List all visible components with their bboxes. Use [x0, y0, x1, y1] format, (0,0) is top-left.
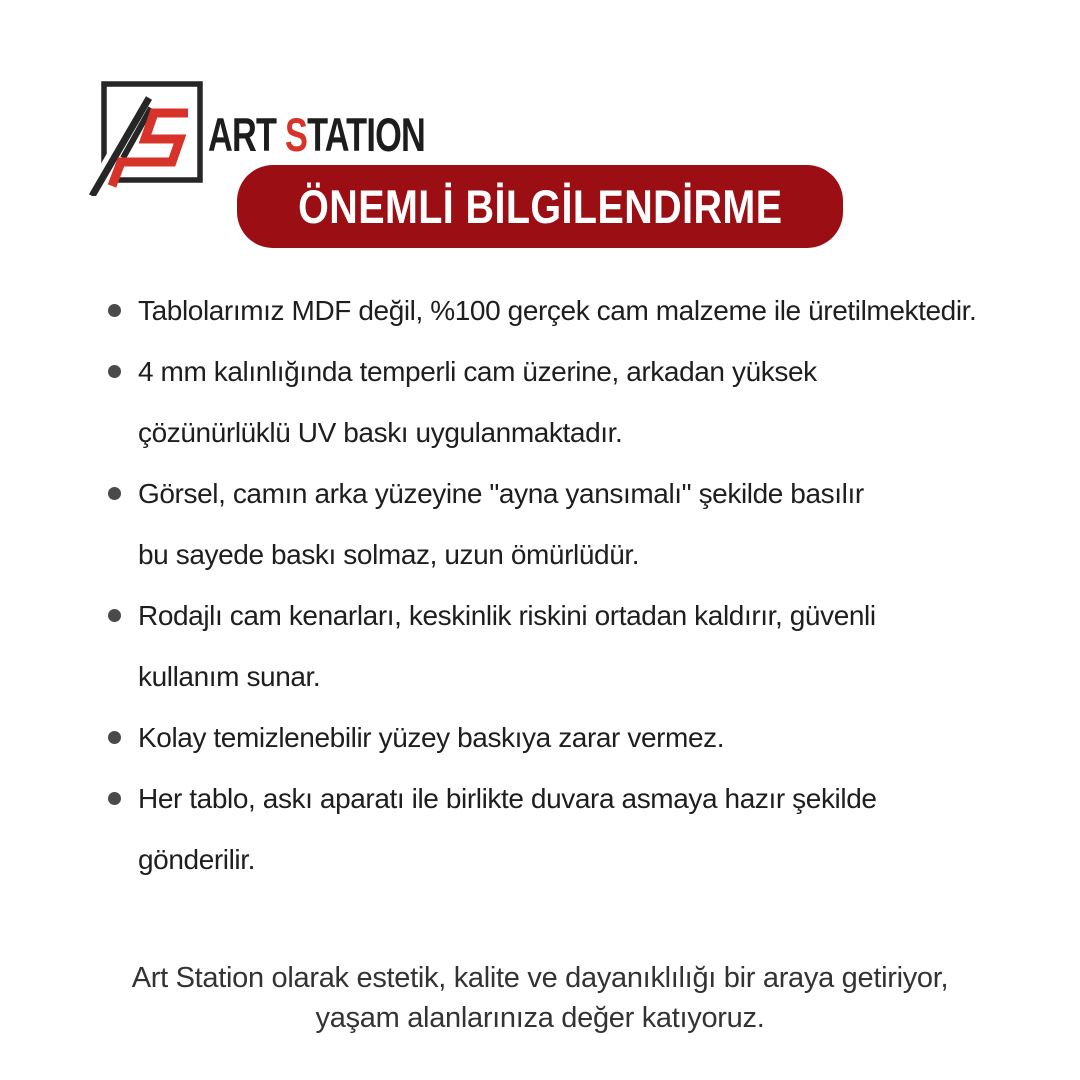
bullet-text-line: Görsel, camın arka yüzeyine "ayna yansımalı" şekilde basılır [138, 478, 864, 509]
footer-tagline [0, 958, 1080, 1038]
important-info-banner [237, 165, 843, 248]
list-item [108, 341, 1028, 463]
wordmark-suffix: TATION [307, 109, 426, 162]
brand-wordmark [208, 109, 425, 163]
bullet-text-line: Rodajlı cam kenarları, keskinlik riskini ortadan kaldırır, güvenli [138, 600, 876, 631]
bullet-dot-icon [108, 487, 121, 500]
list-item [108, 585, 1028, 707]
list-item [108, 280, 1028, 341]
footer-line-2: yaşam alanlarınıza değer katıyoruz. [315, 1002, 765, 1034]
bullet-text-line: gönderilir. [138, 844, 256, 875]
bullet-text-line: 4 mm kalınlığında temperli cam üzerine, arkadan yüksek [138, 356, 817, 387]
wordmark-accent-letter: S [284, 109, 308, 162]
bullet-dot-icon [108, 365, 121, 378]
list-item [108, 707, 1028, 768]
bullet-text-line: Tablolarımız MDF değil, %100 gerçek cam malzeme ile üretilmektedir. [138, 295, 977, 326]
bullet-text-line: Her tablo, askı aparatı ile birlikte duvara asmaya hazır şekilde [138, 783, 877, 814]
bullet-dot-icon [108, 731, 121, 744]
bullet-text-line: kullanım sunar. [138, 661, 321, 692]
bullet-text-line: çözünürlüklü UV baskı uygulanmaktadır. [138, 417, 623, 448]
info-bullet-list [108, 280, 1028, 890]
wordmark-prefix: ART [208, 109, 285, 162]
banner-title: ÖNEMLİ BİLGİLENDİRME [297, 180, 783, 233]
list-item [108, 463, 1028, 585]
bullet-dot-icon [108, 609, 121, 622]
bullet-dot-icon [108, 304, 121, 317]
bullet-text-line: Kolay temizlenebilir yüzey baskıya zarar vermez. [138, 722, 725, 753]
footer-line-1: Art Station olarak estetik, kalite ve dayanıklılığı bir araya getiriyor, [131, 962, 949, 994]
as-monogram-icon [88, 76, 214, 196]
bullet-dot-icon [108, 792, 121, 805]
list-item [108, 768, 1028, 890]
bullet-text-line: bu sayede baskı solmaz, uzun ömürlüdür. [138, 539, 640, 570]
